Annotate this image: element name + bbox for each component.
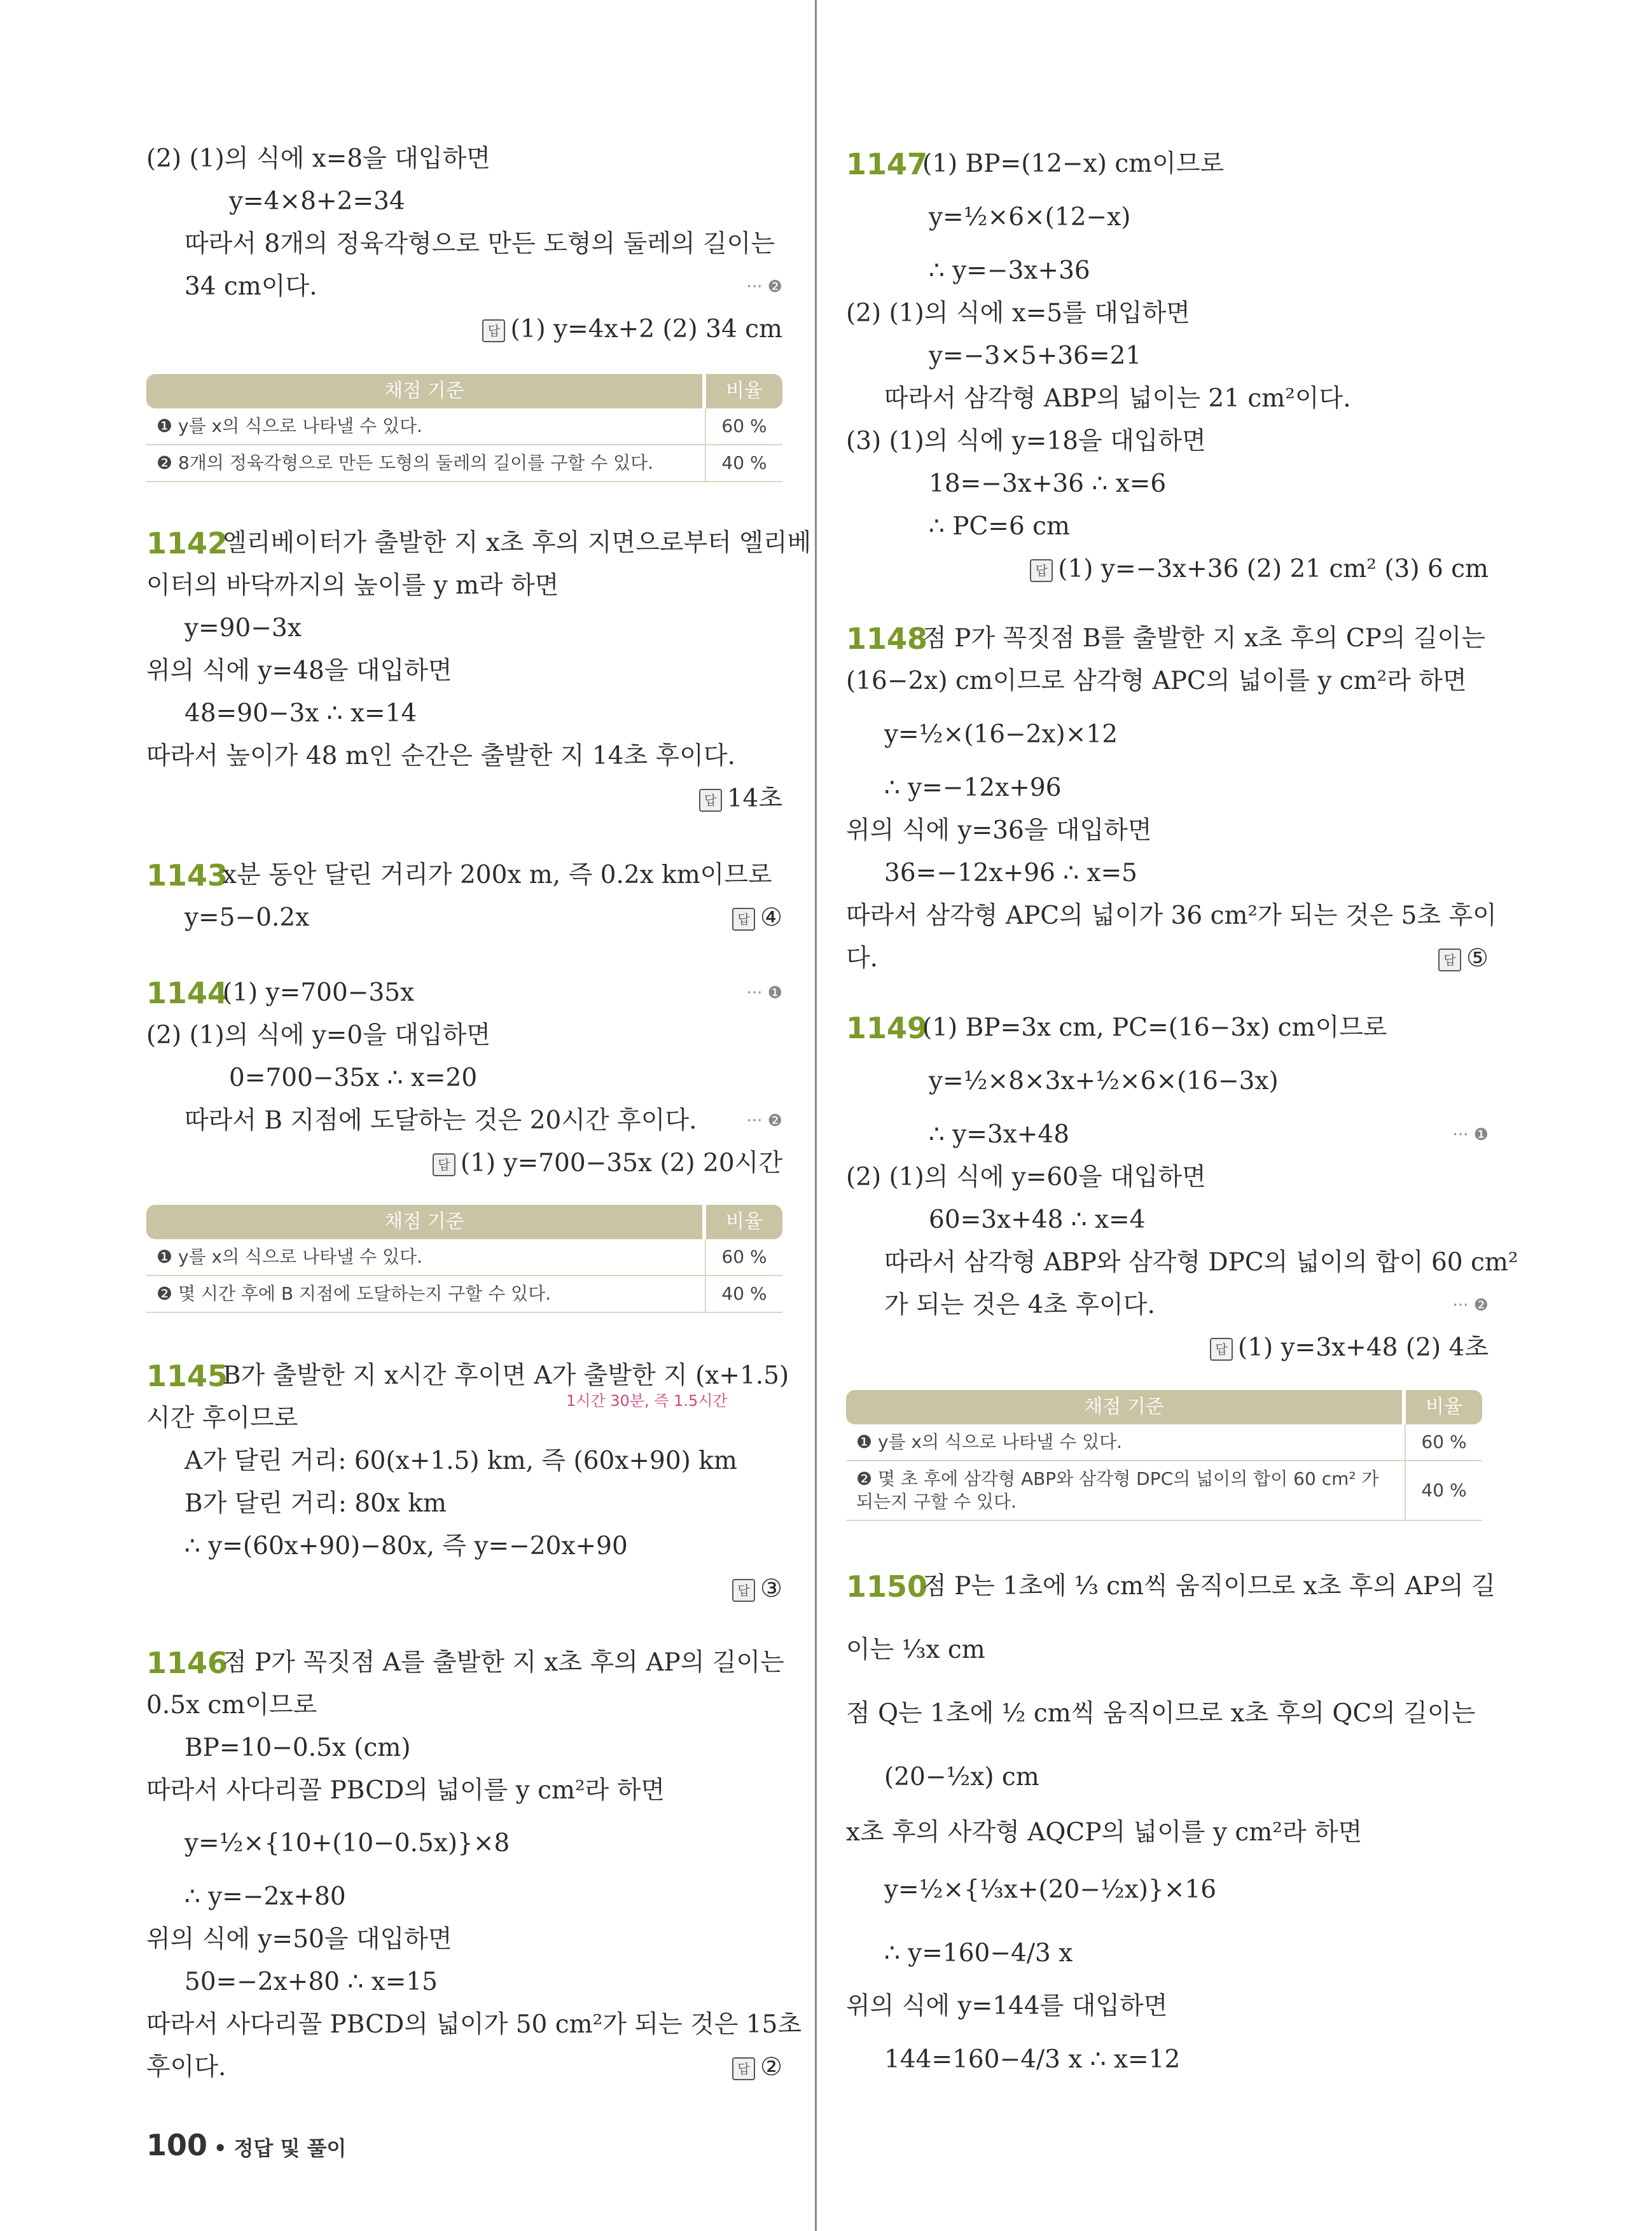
text-line: 이터의 바닥까지의 높이를 y m라 하면: [146, 571, 559, 600]
scoring-table: [846, 1390, 1482, 1521]
equation: y=4×8+2=34: [229, 187, 405, 216]
criteria-cell: ❶ y를 x의 식으로 나타낼 수 있다.: [146, 408, 706, 444]
text-line: B가 출발한 지 x시간 후이면 A가 출발한 지 (x+1.5): [223, 1361, 789, 1390]
equation: y=½×8×3x+½×6×(16−3x): [929, 1067, 1279, 1095]
equation: y=90−3x: [184, 614, 302, 643]
equation: (1) y=700−35x: [223, 978, 415, 1007]
text-line: (2) (1)의 식에 x=5를 대입하면: [846, 299, 1190, 328]
step-marker: ··· ❷: [746, 1111, 782, 1130]
step-marker: ··· ❶: [746, 983, 782, 1003]
problem-number: 1150: [846, 1569, 928, 1604]
text-line: 점 P는 1초에 ⅓ cm씩 움직이므로 x초 후의 AP의 길: [922, 1572, 1496, 1601]
text-line: 따라서 8개의 정육각형으로 만든 도형의 둘레의 길이는: [184, 230, 775, 258]
table-row: [846, 1424, 1482, 1461]
step-marker: ··· ❷: [746, 277, 782, 296]
problem-number: 1144: [146, 976, 228, 1010]
equation: y=½×{⅓x+(20−½x)}×16: [884, 1875, 1217, 1904]
table-header: [146, 1205, 782, 1239]
equation: y=½×(16−2x)×12: [884, 720, 1118, 749]
text-line: 따라서 B 지점에 도달하는 것은 20시간 후이다.: [184, 1106, 697, 1135]
problem-number: 1142: [146, 526, 228, 560]
text-line: 따라서 사다리꼴 PBCD의 넓이가 50 cm²가 되는 것은 15초: [146, 2010, 802, 2039]
footer-label: • 정답 및 풀이: [214, 2136, 347, 2160]
column-divider: [815, 0, 817, 2231]
text-line: 점 Q는 1초에 ½ cm씩 움직이므로 x초 후의 QC의 길이는: [846, 1699, 1476, 1728]
page-number: 100: [146, 2128, 208, 2162]
text-line: 34 cm이다.: [184, 272, 317, 301]
problem-number: 1147: [846, 147, 928, 181]
text-line: 따라서 삼각형 APC의 넓이가 36 cm²가 되는 것은 5초 후이: [846, 901, 1497, 930]
table-row: [846, 1461, 1482, 1521]
text-line: 위의 식에 y=144를 대입하면: [846, 1992, 1168, 2020]
equation: BP=10−0.5x (cm): [184, 1734, 411, 1762]
header-criteria: 채점 기준: [846, 1390, 1402, 1424]
criteria-cell: ❶ y를 x의 식으로 나타낼 수 있다.: [846, 1424, 1406, 1460]
header-ratio: 비율: [706, 1205, 782, 1239]
answer-icon: 답: [699, 789, 722, 812]
answer-icon: 답: [1210, 1338, 1233, 1361]
answer-text: (1) y=700−35x (2) 20시간: [460, 1149, 782, 1178]
table-header: [146, 374, 782, 408]
criteria-cell: ❷ 몇 시간 후에 B 지점에 도달하는지 구할 수 있다.: [146, 1276, 706, 1312]
answer-icon: 답: [1438, 949, 1461, 971]
problem-number: 1143: [146, 858, 228, 893]
answer-line: [1210, 1331, 1489, 1365]
page-footer: [146, 2128, 346, 2162]
answer-text: ③: [760, 1574, 782, 1603]
text-line: 가 되는 것은 4초 후이다.: [884, 1291, 1155, 1319]
text-line: 따라서 삼각형 ABP와 삼각형 DPC의 넓이의 합이 60 cm²: [884, 1248, 1518, 1277]
table-row: [146, 1239, 782, 1276]
answer-icon: 답: [732, 2057, 755, 2080]
text-line: (16−2x) cm이므로 삼각형 APC의 넓이를 y cm²라 하면: [846, 667, 1467, 695]
answer-text: (1) y=4x+2 (2) 34 cm: [510, 315, 782, 344]
equation: 50=−2x+80 ∴ x=15: [184, 1968, 438, 1996]
answer-line: [1438, 942, 1489, 975]
table-row: [146, 445, 782, 482]
answer-line: [732, 1573, 782, 1606]
equation: 36=−12x+96 ∴ x=5: [884, 859, 1137, 887]
text-line: (3) (1)의 식에 y=18을 대입하면: [846, 427, 1206, 455]
text-line: 위의 식에 y=36을 대입하면: [846, 816, 1152, 845]
text-line: 엘리베이터가 출발한 지 x초 후의 지면으로부터 엘리베: [223, 529, 812, 557]
header-ratio: 비율: [1406, 1390, 1482, 1424]
equation: ∴ y=(60x+90)−80x, 즉 y=−20x+90: [184, 1532, 628, 1560]
equation: ∴ y=3x+48: [929, 1120, 1070, 1149]
header-criteria: 채점 기준: [146, 1205, 702, 1239]
answer-icon: 답: [1030, 559, 1053, 582]
criteria-cell: ❷ 8개의 정육각형으로 만든 도형의 둘레의 길이를 구할 수 있다.: [146, 445, 706, 481]
answer-text: (1) y=−3x+36 (2) 21 cm² (3) 6 cm: [1058, 555, 1489, 583]
header-criteria: 채점 기준: [146, 374, 702, 408]
ratio-cell: 40 %: [721, 452, 767, 473]
text-line: (1) BP=3x cm, PC=(16−3x) cm이므로: [922, 1013, 1387, 1042]
equation: ∴ PC=6 cm: [929, 512, 1071, 541]
table-row: [146, 1276, 782, 1313]
step-marker: ··· ❶: [1452, 1125, 1489, 1144]
text-line: 이는 ⅓x cm: [846, 1636, 985, 1664]
answer-line: [699, 782, 782, 816]
text-line: 점 P가 꼭짓점 B를 출발한 지 x초 후의 CP의 길이는: [922, 624, 1486, 653]
equation: 0=700−35x ∴ x=20: [229, 1064, 478, 1092]
answer-text: ②: [760, 2053, 782, 2082]
text-line: 위의 식에 y=50을 대입하면: [146, 1925, 452, 1954]
equation: ∴ y=−3x+36: [929, 256, 1090, 285]
scoring-table: [146, 374, 782, 482]
answer-icon: 답: [732, 908, 755, 931]
text-line: A가 달린 거리: 60(x+1.5) km, 즉 (60x+90) km: [184, 1447, 737, 1475]
step-marker: ··· ❷: [1452, 1296, 1489, 1315]
text-line: (2) (1)의 식에 y=60을 대입하면: [846, 1163, 1206, 1192]
answer-line: [732, 901, 782, 935]
equation: 18=−3x+36 ∴ x=6: [929, 469, 1167, 498]
answer-text: ④: [760, 903, 782, 932]
ratio-cell: 60 %: [721, 415, 767, 436]
ratio-cell: 60 %: [1421, 1431, 1467, 1452]
answer-text: (1) y=3x+48 (2) 4초: [1238, 1333, 1489, 1362]
equation: ∴ y=−12x+96: [884, 774, 1062, 802]
answer-icon: 답: [732, 1579, 755, 1602]
problem-number: 1148: [846, 622, 928, 656]
text-line: 따라서 높이가 48 m인 순간은 출발한 지 14초 후이다.: [146, 742, 735, 770]
equation: 144=160−4/3 x ∴ x=12: [884, 2045, 1181, 2074]
problem-number: 1146: [146, 1646, 228, 1680]
equation: (20−½x) cm: [884, 1763, 1039, 1791]
header-ratio: 비율: [706, 374, 782, 408]
text-line: 점 P가 꼭짓점 A를 출발한 지 x초 후의 AP의 길이는: [223, 1648, 784, 1677]
text-line: B가 달린 거리: 80x km: [184, 1489, 447, 1518]
text-line: x초 후의 사각형 AQCP의 넓이를 y cm²라 하면: [846, 1818, 1363, 1847]
equation: ∴ y=160−4/3 x: [884, 1939, 1073, 1968]
ratio-cell: 40 %: [1421, 1480, 1467, 1501]
equation: ∴ y=−2x+80: [184, 1882, 346, 1911]
equation: 48=90−3x ∴ x=14: [184, 699, 417, 728]
equation: 60=3x+48 ∴ x=4: [929, 1206, 1146, 1234]
text-line: 따라서 삼각형 ABP의 넓이는 21 cm²이다.: [884, 384, 1351, 413]
problem-number: 1145: [146, 1359, 228, 1393]
ratio-cell: 60 %: [721, 1246, 767, 1267]
equation: y=5−0.2x: [184, 903, 310, 932]
equation: y=½×{10+(10−0.5x)}×8: [184, 1829, 510, 1858]
answer-icon: 답: [482, 319, 505, 342]
text-line: 위의 식에 y=48을 대입하면: [146, 657, 452, 685]
text-line: x분 동안 달린 거리가 200x m, 즉 0.2x km이므로: [223, 861, 772, 889]
text-line: 시간 후이므로: [146, 1404, 298, 1433]
equation: y=−3×5+36=21: [929, 342, 1142, 370]
answer-text: ⑤: [1466, 944, 1489, 973]
text-line: 다.: [846, 944, 878, 973]
scoring-table: [146, 1205, 782, 1313]
text-line: 후이다.: [146, 2053, 226, 2082]
text-line: (2) (1)의 식에 x=8을 대입하면: [146, 144, 490, 173]
answer-line: [732, 2051, 782, 2084]
equation: y=½×6×(12−x): [929, 203, 1131, 232]
criteria-cell: ❷ 몇 초 후에 삼각형 ABP와 삼각형 DPC의 넓이의 합이 60 cm² 가 되는지 구할 수 있다.: [846, 1461, 1406, 1520]
answer-text: 14초: [726, 784, 782, 813]
text-line: 따라서 사다리꼴 PBCD의 넓이를 y cm²라 하면: [146, 1776, 665, 1805]
answer-icon: 답: [433, 1153, 455, 1176]
table-row: [146, 408, 782, 445]
text-line: (1) BP=(12−x) cm이므로: [922, 149, 1225, 178]
answer-line: [1030, 553, 1489, 586]
answer-line: [433, 1147, 782, 1180]
text-line: 0.5x cm이므로: [146, 1691, 317, 1720]
text-line: (2) (1)의 식에 y=0을 대입하면: [146, 1021, 490, 1050]
criteria-cell: ❶ y를 x의 식으로 나타낼 수 있다.: [146, 1239, 706, 1275]
ratio-cell: 40 %: [721, 1283, 767, 1304]
problem-number: 1149: [846, 1011, 928, 1045]
annotation-note: 1시간 30분, 즉 1.5시간: [566, 1392, 728, 1410]
table-header: [846, 1390, 1482, 1424]
answer-line: [482, 313, 782, 346]
